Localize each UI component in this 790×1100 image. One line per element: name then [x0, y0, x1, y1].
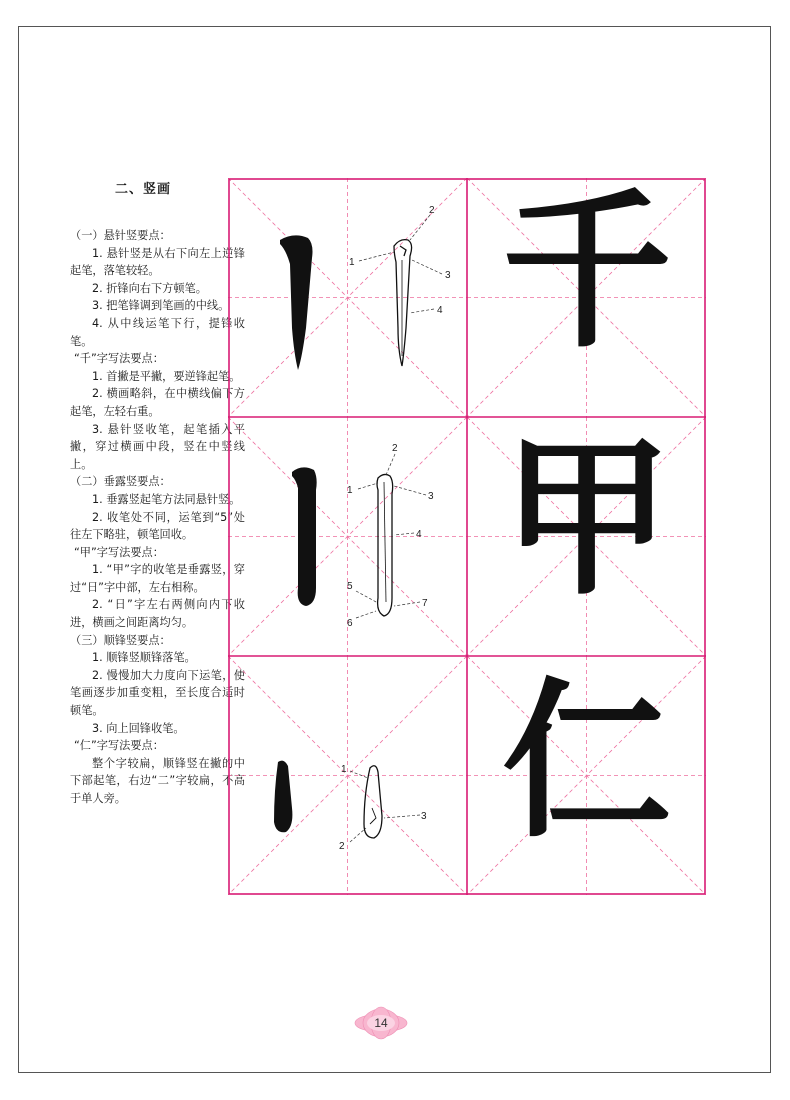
- annotation-4: 4: [437, 305, 443, 316]
- character-ren: 仁: [501, 661, 673, 862]
- character-qian: 千: [501, 178, 673, 372]
- annotation-7: 7: [422, 598, 428, 609]
- annotation-6: 6: [347, 618, 353, 629]
- text-paragraph: 1. “甲”字的收笔是垂露竖，穿过“日”字中部，左右相称。: [70, 563, 245, 594]
- text-paragraph: “千”字写法要点：: [74, 352, 164, 366]
- annotation-leaders-row3: [350, 771, 420, 842]
- annotation-1: 1: [341, 764, 347, 775]
- annotation-1: 1: [349, 257, 355, 268]
- text-paragraph: 1. 垂露竖起笔方法同悬针竖。: [92, 492, 241, 506]
- practice-grid: [228, 178, 706, 895]
- annotation-numbers-row2: [347, 443, 434, 629]
- stroke-xuanzhen-solid: [280, 235, 313, 370]
- annotation-numbers-row1: [349, 205, 451, 316]
- text-paragraph: 3. 悬针竖收笔，起笔插入平撇，穿过横画中段，竖在中竖线上。: [70, 422, 245, 471]
- text-paragraph: 2. 横画略斜，在中横线偏下方起笔，左轻右重。: [70, 387, 245, 418]
- annotation-3: 3: [445, 270, 451, 281]
- text-paragraph: 2. 慢慢加大力度向下运笔，使笔画逐步加重变粗，至长度合适时顿笔。: [70, 668, 245, 718]
- text-paragraph: 4. 从中线运笔下行，提锋收笔。: [70, 316, 245, 348]
- text-paragraph: 2. “日”字左右两侧向内下收进，横画之间距离均匀。: [70, 598, 245, 630]
- annotation-1: 1: [347, 485, 353, 496]
- section-title: 二、竖画: [115, 182, 172, 197]
- annotation-3: 3: [421, 811, 427, 822]
- stroke-shunfeng-outline: [364, 766, 382, 838]
- text-paragraph: 1. 悬针竖是从右下向左上逆锋起笔，落笔较轻。: [70, 246, 245, 278]
- text-paragraph: 3. 向上回锋收笔。: [92, 721, 185, 735]
- text-paragraph: （二）垂露竖要点：: [70, 475, 171, 489]
- text-paragraph: “甲”字写法要点：: [74, 545, 164, 559]
- text-paragraph: “仁”字写法要点：: [74, 739, 164, 753]
- annotation-2: 2: [392, 443, 398, 454]
- text-paragraph: 整个字较扁，顺锋竖在撇的中下部起笔，右边“二”字较扁，不高于单人旁。: [70, 756, 245, 805]
- page-number-badge: [353, 1006, 409, 1040]
- annotation-4: 4: [416, 529, 422, 540]
- text-paragraph: 2. 折锋向右下方顿笔。: [92, 281, 207, 295]
- annotation-5: 5: [347, 581, 353, 592]
- text-paragraph: （三）顺锋竖要点：: [70, 633, 171, 647]
- annotation-2: 2: [339, 841, 345, 852]
- stroke-chuilu-outline: [377, 474, 393, 616]
- page-number: 14: [374, 1016, 388, 1030]
- annotation-leaders-row1: [359, 215, 442, 313]
- annotation-3: 3: [428, 491, 434, 502]
- text-paragraph: 1. 顺锋竖顺锋落笔。: [92, 651, 196, 665]
- annotation-2: 2: [429, 205, 435, 216]
- stroke-chuilu-solid: [292, 467, 317, 606]
- character-jia: 甲: [501, 418, 673, 619]
- text-paragraph: （一）悬针竖要点：: [70, 229, 171, 242]
- text-paragraph: 2. 收笔处不同，运笔到“5”处往左下略驻，顿笔回收。: [70, 510, 245, 542]
- text-paragraph: 1. 首撇是平撇，要逆锋起笔。: [92, 369, 241, 383]
- stroke-shunfeng-solid: [274, 761, 292, 833]
- annotation-numbers-row3: [339, 764, 427, 852]
- text-paragraph: 3. 把笔锋调到笔画的中线。: [92, 299, 230, 313]
- explanation-text: [70, 227, 245, 808]
